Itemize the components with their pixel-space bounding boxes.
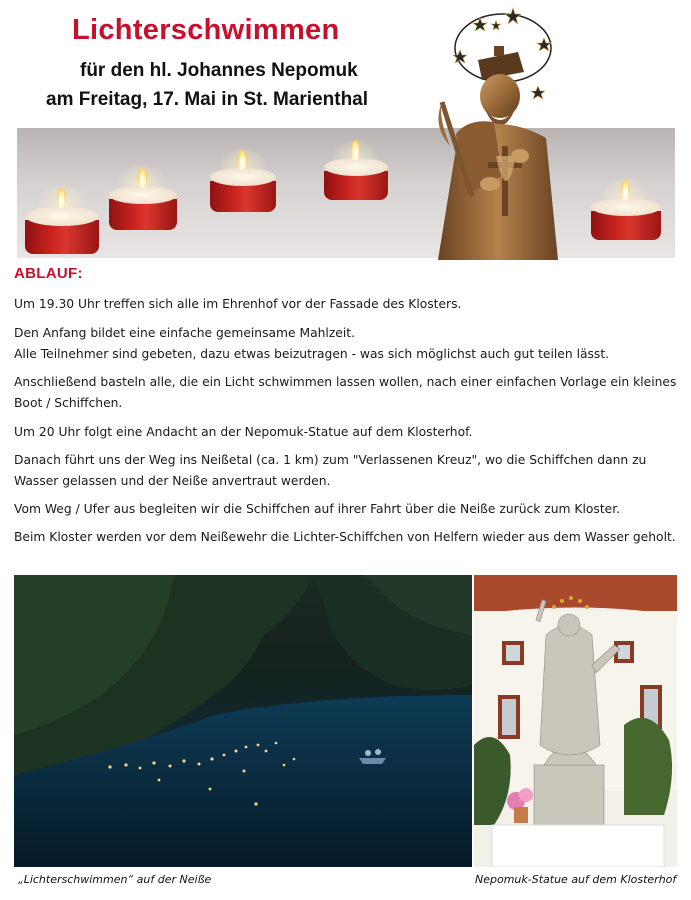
nepomuk-statue-photo [474,575,677,867]
subtitle-line-1: für den hl. Johannes Nepomuk [80,60,358,81]
paragraph: Vom Weg / Ufer aus begleiten wir die Schiffchen auf ihrer Fahrt über die Neiße zurück zum Kloster. [14,502,621,516]
rowing-boat-icon [359,758,386,764]
paragraph: Um 20 Uhr folgt eine Andacht an der Nepomuk-Statue auf dem Klosterhof. [14,425,473,439]
subtitle-line-2: am Freitag, 17. Mai in St. Marienthal [46,89,369,110]
candle-banner-image [17,128,675,258]
tealight-candle [324,158,388,200]
section-heading: ABLAUF: [14,265,83,282]
caption-left: „Lichterschwimmen“ auf der Neiße [18,873,212,886]
tealight-candle [591,198,661,240]
paragraph: Den Anfang bildet eine einfache gemeinsame Mahlzeit. Alle Teilnehmer sind gebeten, dazu etwas beizutragen - was sich möglichst auch gut teilen lässt. [14,326,610,361]
caption-right: Nepomuk-Statue auf dem Klosterhof [475,873,677,886]
tealight-candle [210,168,276,212]
paragraph: Danach führt uns der Weg ins Neißetal (ca. 1 km) zum "Verlassenen Kreuz", wo die Schiffchen dann zu Wasser gelassen und der Neiße anvertraut werden. [14,453,647,488]
paragraph: Um 19.30 Uhr treffen sich alle im Ehrenhof vor der Fassade des Klosters. [14,297,462,311]
paragraph: Beim Kloster werden vor dem Neißewehr die Lichter-Schiffchen von Helfern wieder aus dem Wasser geholt. [14,530,676,544]
tealight-candle [109,186,177,230]
page-title: Lichterschwimmen [72,14,340,46]
tealight-candle [25,206,99,254]
river-lights-photo [14,575,472,867]
nepomuk-wooden-statue-image [398,6,570,260]
paragraph: Anschließend basteln alle, die ein Licht schwimmen lassen wollen, nach einer einfachen Vorlage ein kleines Boot / Schiffchen. [14,375,677,410]
